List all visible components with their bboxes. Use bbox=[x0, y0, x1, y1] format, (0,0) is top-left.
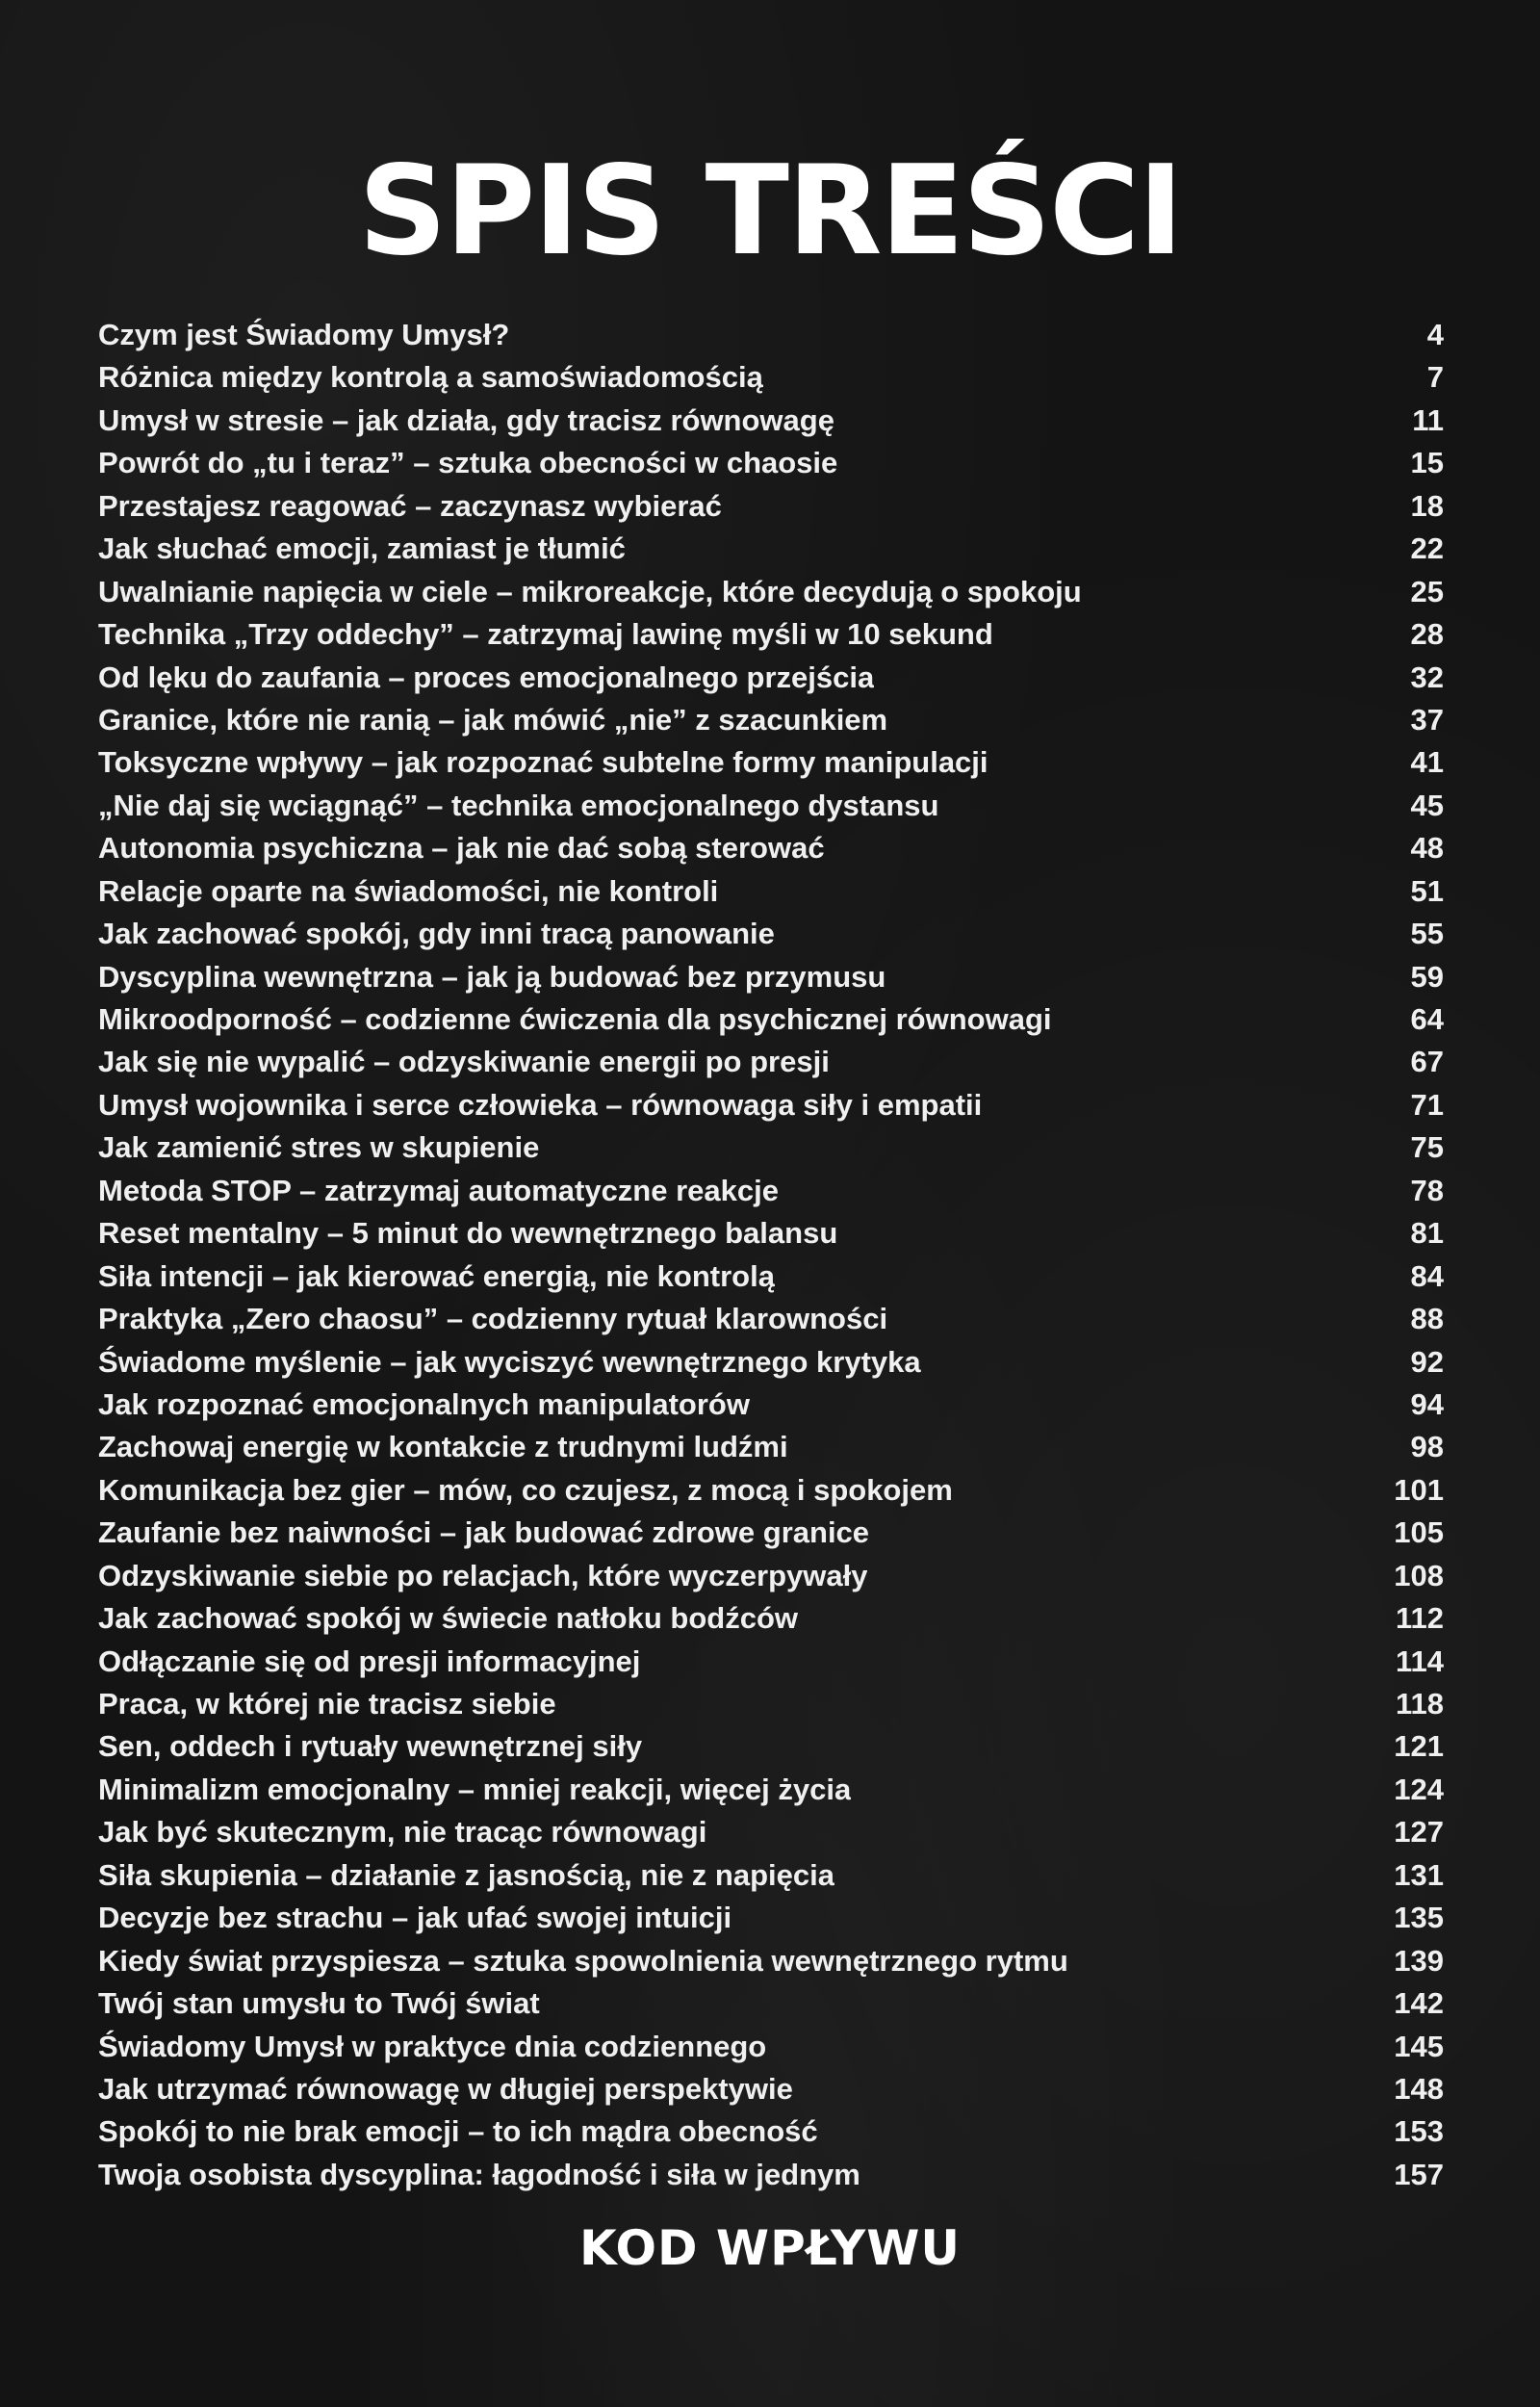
toc-entry-page: 127 bbox=[1394, 1815, 1444, 1850]
toc-entry-page: 32 bbox=[1410, 660, 1444, 694]
toc-entry-title: Dyscyplina wewnętrzna – jak ją budować bez przymusu bbox=[98, 959, 886, 994]
toc-entry-page: 41 bbox=[1410, 745, 1444, 780]
toc-entry-page: 64 bbox=[1410, 1002, 1444, 1036]
toc-entry bbox=[98, 1469, 1444, 1512]
toc-entry bbox=[98, 485, 1444, 528]
toc-entry-page: 135 bbox=[1394, 1901, 1444, 1935]
footer-brand: KOD WPŁYWU bbox=[579, 2220, 961, 2276]
toc-entry bbox=[98, 1683, 1444, 1725]
toc-entry bbox=[98, 956, 1444, 998]
toc-entry bbox=[98, 2110, 1444, 2153]
toc-entry-page: 81 bbox=[1410, 1216, 1444, 1251]
toc-entry-title: Kiedy świat przyspiesza – sztuka spowolnienia wewnętrznego rytmu bbox=[98, 1943, 1068, 1978]
toc-entry-page: 67 bbox=[1410, 1045, 1444, 1079]
toc-entry bbox=[98, 1255, 1444, 1298]
toc-entry-title: Jak słuchać emocji, zamiast je tłumić bbox=[98, 531, 626, 566]
toc-entry-title: Sen, oddech i rytuały wewnętrznej siły bbox=[98, 1729, 643, 1764]
toc-entry-page: 98 bbox=[1410, 1430, 1444, 1464]
toc-entry-page: 108 bbox=[1394, 1558, 1444, 1592]
toc-entry-title: Jak utrzymać równowagę w długiej perspektywie bbox=[98, 2071, 793, 2106]
toc-entry bbox=[98, 699, 1444, 741]
toc-entry-page: 94 bbox=[1410, 1386, 1444, 1421]
toc-entry bbox=[98, 998, 1444, 1041]
toc-entry-page: 114 bbox=[1395, 1643, 1444, 1678]
toc-entry bbox=[98, 1384, 1444, 1426]
toc-entry bbox=[98, 1512, 1444, 1554]
toc-entry-page: 45 bbox=[1410, 788, 1444, 822]
toc-entry-title: Twój stan umysłu to Twój świat bbox=[98, 1986, 540, 2021]
toc-entry-title: Jak rozpoznać emocjonalnych manipulatorów bbox=[98, 1386, 750, 1421]
toc-entry bbox=[98, 571, 1444, 613]
toc-entry-title: Siła intencji – jak kierować energią, nie kontrolą bbox=[98, 1258, 775, 1293]
toc-entry-title: Siła skupienia – działanie z jasnością, nie z napięcia bbox=[98, 1857, 834, 1892]
toc-entry-title: Jak zachować spokój w świecie natłoku bodźców bbox=[98, 1601, 798, 1636]
toc-entry bbox=[98, 1426, 1444, 1468]
toc-entry-page: 15 bbox=[1410, 446, 1444, 480]
toc-entry bbox=[98, 1298, 1444, 1340]
toc-entry-title: Spokój to nie brak emocji – to ich mądra obecność bbox=[98, 2114, 818, 2149]
toc-entry bbox=[98, 314, 1444, 356]
toc-entry-title: Różnica między kontrolą a samoświadomością bbox=[98, 360, 763, 395]
toc-entry-title: Mikroodporność – codzienne ćwiczenia dla psychicznej równowagi bbox=[98, 1002, 1052, 1036]
toc-entry bbox=[98, 1555, 1444, 1597]
toc-entry bbox=[98, 1982, 1444, 2025]
toc-entry-page: 28 bbox=[1410, 617, 1444, 652]
toc-entry-title: Toksyczne wpływy – jak rozpoznać subtelne formy manipulacji bbox=[98, 745, 988, 780]
toc-entry-title: Jak zamienić stres w skupienie bbox=[98, 1130, 540, 1165]
toc-entry-title: Autonomia psychiczna – jak nie dać sobą sterować bbox=[98, 831, 825, 866]
toc-entry-page: 7 bbox=[1426, 360, 1444, 395]
toc-entry bbox=[98, 1811, 1444, 1853]
toc-entry bbox=[98, 613, 1444, 656]
toc-entry-title: Twoja osobista dyscyplina: łagodność i siła w jednym bbox=[98, 2157, 860, 2191]
toc-entry-page: 75 bbox=[1410, 1130, 1444, 1165]
toc-entry bbox=[98, 1641, 1444, 1683]
toc-entry-page: 37 bbox=[1410, 702, 1444, 737]
toc-entry-title: Przestajesz reagować – zaczynasz wybierać bbox=[98, 488, 722, 523]
toc-entry-page: 145 bbox=[1394, 2029, 1444, 2063]
toc-entry bbox=[98, 1940, 1444, 1982]
toc-entry bbox=[98, 870, 1444, 913]
toc-entry-page: 25 bbox=[1410, 574, 1444, 608]
toc-entry-page: 84 bbox=[1410, 1258, 1444, 1293]
toc-entry bbox=[98, 827, 1444, 869]
toc-entry-page: 88 bbox=[1410, 1302, 1444, 1336]
toc-entry-page: 157 bbox=[1394, 2157, 1444, 2191]
toc-entry bbox=[98, 1126, 1444, 1169]
toc-entry bbox=[98, 2026, 1444, 2068]
toc-entry-page: 148 bbox=[1394, 2071, 1444, 2106]
toc-entry-page: 131 bbox=[1394, 1857, 1444, 1892]
toc-entry bbox=[98, 1854, 1444, 1897]
toc-entry-page: 142 bbox=[1394, 1986, 1444, 2021]
toc-entry-page: 124 bbox=[1394, 1772, 1444, 1806]
toc-entry-page: 118 bbox=[1395, 1687, 1444, 1721]
toc-entry bbox=[98, 741, 1444, 784]
toc-entry bbox=[98, 2068, 1444, 2110]
toc-entry bbox=[98, 2154, 1444, 2196]
toc-entry-page: 101 bbox=[1394, 1472, 1444, 1507]
toc-entry bbox=[98, 657, 1444, 699]
toc-entry-title: Umysł w stresie – jak działa, gdy tracisz równowagę bbox=[98, 402, 834, 437]
toc-entry-page: 48 bbox=[1410, 831, 1444, 866]
toc-entry-title: Komunikacja bez gier – mów, co czujesz, z mocą i spokojem bbox=[98, 1472, 953, 1507]
toc-entry-title: Jak być skutecznym, nie tracąc równowagi bbox=[98, 1815, 707, 1850]
toc-entry-page: 18 bbox=[1410, 488, 1444, 523]
toc-entry bbox=[98, 1897, 1444, 1939]
toc-entry-page: 112 bbox=[1395, 1601, 1444, 1636]
toc-entry bbox=[98, 400, 1444, 442]
toc-entry-title: Technika „Trzy oddechy” – zatrzymaj lawinę myśli w 10 sekund bbox=[98, 617, 993, 652]
toc-entry-page: 105 bbox=[1394, 1515, 1444, 1550]
toc-entry-title: Umysł wojownika i serce człowieka – równowaga siły i empatii bbox=[98, 1087, 983, 1122]
toc-entry-title: Minimalizm emocjonalny – mniej reakcji, więcej życia bbox=[98, 1772, 852, 1806]
table-of-contents bbox=[98, 314, 1444, 2196]
toc-entry bbox=[98, 356, 1444, 399]
toc-entry bbox=[98, 1212, 1444, 1255]
toc-entry-page: 78 bbox=[1410, 1173, 1444, 1207]
toc-entry-title: Czym jest Świadomy Umysł? bbox=[98, 318, 510, 351]
toc-entry bbox=[98, 1769, 1444, 1811]
toc-entry bbox=[98, 1084, 1444, 1126]
toc-entry bbox=[98, 1341, 1444, 1384]
toc-entry-title: Praca, w której nie tracisz siebie bbox=[98, 1687, 556, 1721]
toc-entry-page: 4 bbox=[1426, 318, 1444, 351]
toc-entry-title: Reset mentalny – 5 minut do wewnętrznego balansu bbox=[98, 1216, 838, 1251]
toc-entry bbox=[98, 913, 1444, 955]
toc-entry-page: 92 bbox=[1410, 1344, 1444, 1379]
toc-entry-title: Zachowaj energię w kontakcie z trudnymi ludźmi bbox=[98, 1430, 788, 1464]
toc-entry-title: Granice, które nie ranią – jak mówić „nie” z szacunkiem bbox=[98, 702, 888, 737]
toc-entry bbox=[98, 442, 1444, 484]
toc-entry-title: Praktyka „Zero chaosu” – codzienny rytuał klarowności bbox=[98, 1302, 888, 1336]
toc-entry-page: 121 bbox=[1394, 1729, 1444, 1764]
toc-entry-title: Metoda STOP – zatrzymaj automatyczne reakcje bbox=[98, 1173, 779, 1207]
toc-entry-title: Powrót do „tu i teraz” – sztuka obecności w chaosie bbox=[98, 446, 838, 480]
toc-entry-page: 59 bbox=[1410, 959, 1444, 994]
toc-entry bbox=[98, 1170, 1444, 1212]
toc-entry-page: 71 bbox=[1410, 1087, 1444, 1122]
toc-entry bbox=[98, 1597, 1444, 1640]
toc-entry-title: Świadome myślenie – jak wyciszyć wewnętrznego krytyka bbox=[98, 1344, 921, 1379]
toc-entry-title: Relacje oparte na świadomości, nie kontroli bbox=[98, 873, 719, 908]
toc-entry-title: Jak zachować spokój, gdy inni tracą panowanie bbox=[98, 917, 775, 951]
toc-entry-title: Jak się nie wypalić – odzyskiwanie energii po presji bbox=[98, 1045, 830, 1079]
toc-entry-title: Świadomy Umysł w praktyce dnia codziennego bbox=[98, 2029, 767, 2063]
toc-entry-title: Odłączanie się od presji informacyjnej bbox=[98, 1643, 641, 1678]
toc-entry-page: 153 bbox=[1394, 2114, 1444, 2149]
toc-entry-page: 51 bbox=[1410, 873, 1444, 908]
toc-entry-title: Od lęku do zaufania – proces emocjonalnego przejścia bbox=[98, 660, 875, 694]
toc-entry-title: Odzyskiwanie siebie po relacjach, które wyczerpywały bbox=[98, 1558, 868, 1592]
toc-entry-page: 11 bbox=[1412, 402, 1444, 437]
toc-entry-page: 22 bbox=[1410, 531, 1444, 566]
toc-entry-title: Zaufanie bez naiwności – jak budować zdrowe granice bbox=[98, 1515, 870, 1550]
toc-entry-page: 139 bbox=[1394, 1943, 1444, 1978]
toc-entry-title: Uwalnianie napięcia w ciele – mikroreakcje, które decydują o spokoju bbox=[98, 574, 1082, 608]
toc-entry-title: Decyzje bez strachu – jak ufać swojej intuicji bbox=[98, 1901, 732, 1935]
page-title: SPIS TREŚCI bbox=[358, 140, 1182, 283]
toc-entry-page: 55 bbox=[1410, 917, 1444, 951]
toc-entry bbox=[98, 785, 1444, 827]
toc-entry bbox=[98, 1041, 1444, 1083]
toc-entry bbox=[98, 1725, 1444, 1768]
toc-entry-title: „Nie daj się wciągnąć” – technika emocjonalnego dystansu bbox=[98, 788, 939, 822]
toc-entry bbox=[98, 528, 1444, 570]
